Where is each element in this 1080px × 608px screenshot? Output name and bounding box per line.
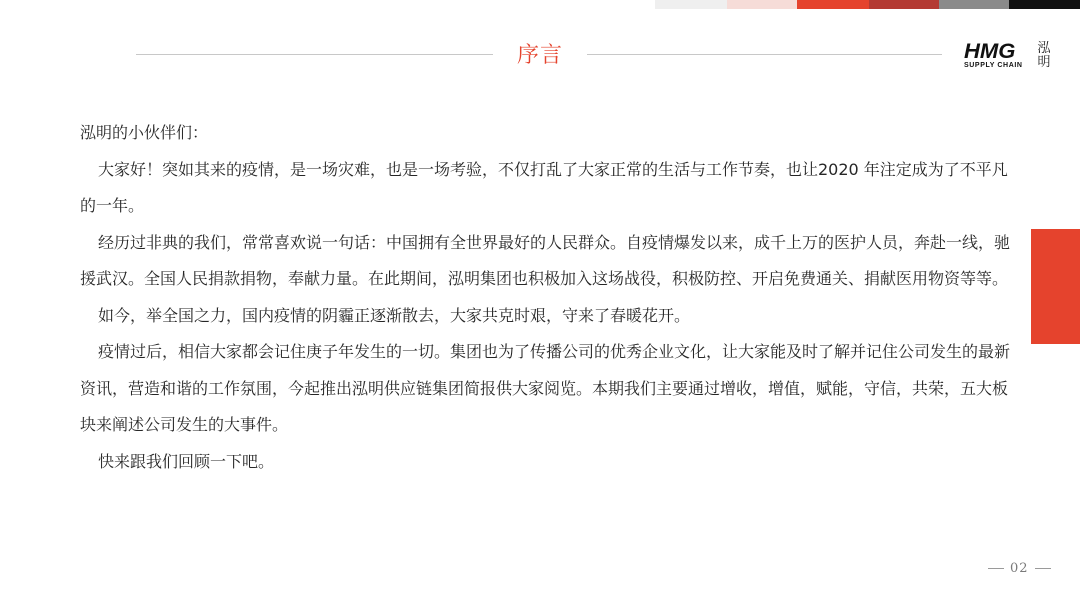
paragraph: 大家好！突如其来的疫情，是一场灾难，也是一场考验，不仅打乱了大家正常的生活与工作节奏，也让2020 年注定成为了不平凡的一年。: [80, 159, 1008, 215]
company-logo: [964, 42, 1056, 74]
top-bar-segment: [939, 0, 1009, 9]
logo-brand-text: HMG: [964, 40, 1016, 63]
logo-subtitle: SUPPLY CHAIN: [964, 62, 1023, 69]
logo-chinese-mark: [1036, 42, 1052, 70]
side-accent-block: [1031, 229, 1080, 344]
page-number-dash: [988, 568, 1004, 569]
top-bar-segment: [869, 0, 939, 9]
page-title: 序言: [516, 43, 563, 68]
page-number-dash: [1035, 568, 1051, 569]
top-bar-segment: [797, 0, 869, 9]
preface-body: [80, 115, 1010, 480]
top-bar-segment: [655, 0, 727, 9]
paragraph: 经历过非典的我们，常常喜欢说一句话：中国拥有全世界最好的人民群众。自疫情爆发以来，成千上万的医护人员，奔赴一线，驰援武汉。全国人民捐款捐物，奉献力量。在此期间，泓明集团也积极加入这场战役，积极防控、开启免费通关、捐献医用物资等等。: [80, 232, 1011, 288]
greeting-line: 泓明的小伙伴们：: [80, 123, 209, 142]
paragraph: 如今，举全国之力，国内疫情的阴霾正逐渐散去，大家共克时艰，守来了春暖花开。: [98, 305, 691, 325]
paragraph: 快来跟我们回顾一下吧。: [98, 451, 275, 471]
page-number-text: 02: [1010, 561, 1029, 576]
page-number: [988, 561, 1051, 576]
header-divider-left: [136, 54, 493, 55]
paragraph: 疫情过后，相信大家都会记住庚子年发生的一切。集团也为了传播公司的优秀企业文化，让大家能及时了解并记住公司发生的最新资讯，营造和谐的工作氛围，今起推出泓明供应链集团简报供大家阅览。本期我们主要通过增收，增值，赋能，守信，共荣，五大板块来阐述公司发生的大事件。: [80, 342, 1011, 434]
header-divider-right: [587, 54, 942, 55]
logo-chinese-char: 泓: [1037, 41, 1051, 56]
logo-chinese-char: 明: [1037, 55, 1051, 70]
top-color-bar: [655, 0, 1080, 9]
top-bar-segment: [1009, 0, 1080, 9]
top-bar-segment: [727, 0, 797, 9]
